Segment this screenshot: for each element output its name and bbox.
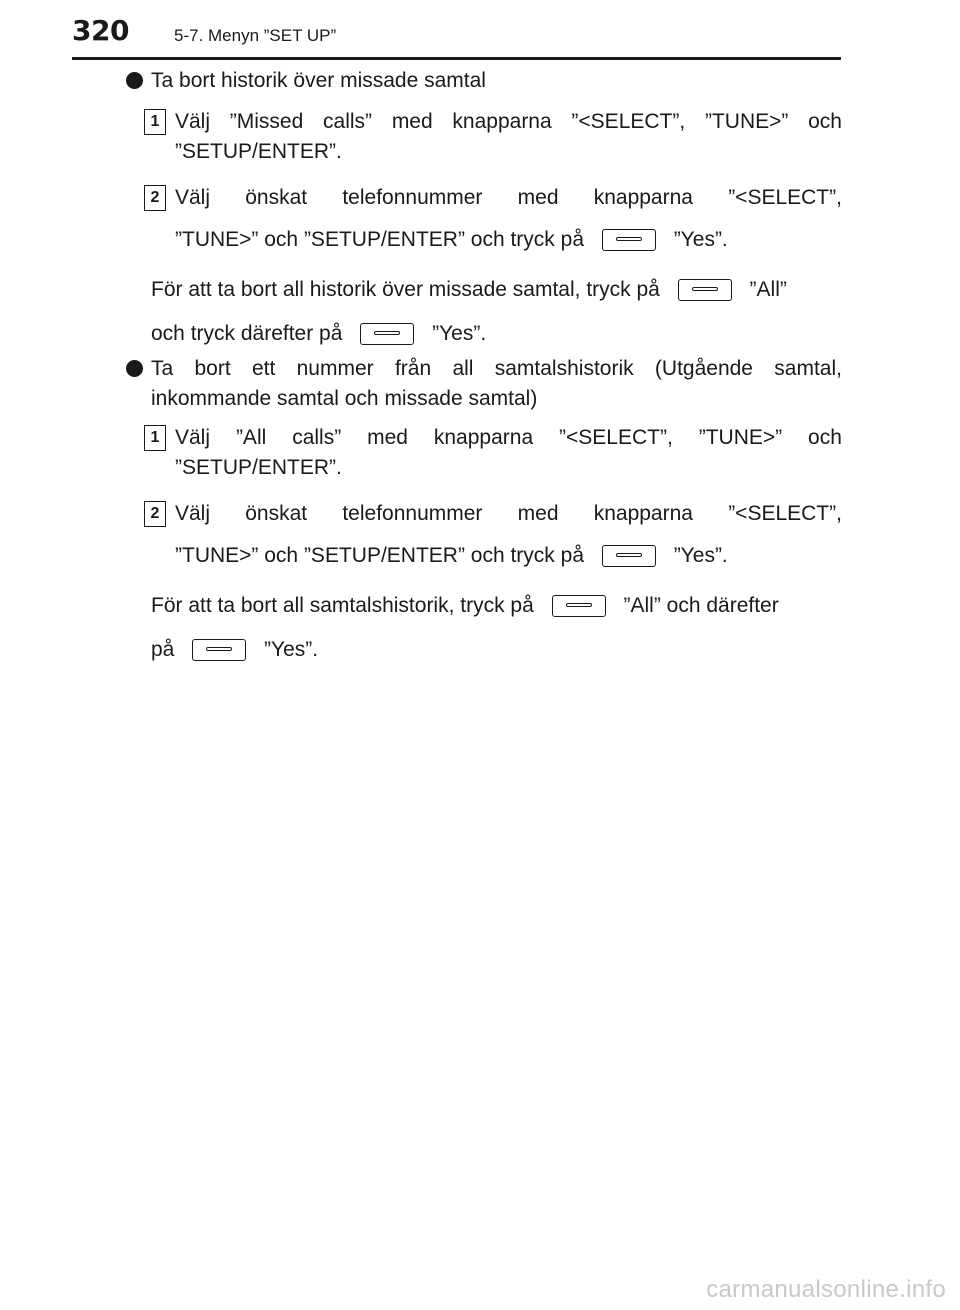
word: telefonnummer (342, 502, 483, 525)
word: knapparna (452, 110, 552, 133)
word: ”TUNE>” (698, 426, 783, 449)
word: ”<SELECT”, (571, 110, 686, 133)
word: och (808, 110, 842, 133)
word: med (391, 110, 433, 133)
text: ”TUNE>” och ”SETUP/ENTER” och tryck på (175, 544, 584, 567)
step-badge-2: 2 (144, 185, 166, 211)
word: samtalshistorik (494, 357, 634, 380)
word: ett (251, 357, 276, 380)
watermark: carmanualsonline.info (706, 1276, 946, 1303)
word: med (367, 426, 408, 449)
word: Välj (175, 186, 211, 209)
section2-note-line2 (151, 638, 318, 662)
section2-heading-line2: inkommande samtal och missade samtal) (151, 387, 538, 410)
hardware-button-icon (678, 279, 732, 301)
word: bort (194, 357, 231, 380)
word: (Utgående (654, 357, 753, 380)
word: önskat (245, 186, 308, 209)
step-badge-2: 2 (144, 501, 166, 527)
text: ”All” (749, 278, 787, 301)
word: ”TUNE>” (704, 110, 789, 133)
word: ”<SELECT”, (559, 426, 673, 449)
step-badge-1: 1 (144, 109, 166, 135)
word: ”<SELECT”, (728, 502, 842, 525)
word: Välj (175, 502, 211, 525)
section1-note-line2 (151, 322, 486, 346)
word: ”All (235, 426, 267, 449)
section2-step2-line1 (175, 502, 842, 526)
word: calls” (323, 110, 373, 133)
section2-step2-line2 (175, 544, 728, 568)
word: Ta (151, 357, 174, 380)
section2-heading-line1 (151, 357, 842, 381)
section1-step1-line1 (175, 110, 842, 134)
word: och (808, 426, 842, 449)
text: ”Yes”. (673, 228, 728, 251)
section1-step2-line2 (175, 228, 728, 252)
word: knapparna (593, 502, 693, 525)
text: ”TUNE>” och ”SETUP/ENTER” och tryck på (175, 228, 584, 251)
section2-step1-line2: ”SETUP/ENTER”. (175, 456, 342, 479)
page-number: 320 (72, 14, 129, 47)
text: och tryck därefter på (151, 322, 343, 345)
section1-step1-line2: ”SETUP/ENTER”. (175, 140, 342, 163)
word: med (517, 502, 559, 525)
word: med (517, 186, 559, 209)
hardware-button-icon (192, 639, 246, 661)
section2-step1-line1 (175, 426, 842, 450)
word: telefonnummer (342, 186, 483, 209)
hardware-button-icon (552, 595, 606, 617)
word: samtal, (774, 357, 842, 380)
word: knapparna (433, 426, 534, 449)
text: på (151, 638, 175, 661)
word: från (394, 357, 432, 380)
step-badge-1: 1 (144, 425, 166, 451)
header-rule (72, 57, 841, 60)
text: För att ta bort all samtalshistorik, tryck på (151, 594, 534, 617)
word: calls” (292, 426, 342, 449)
text: ”Yes”. (673, 544, 728, 567)
hardware-button-icon (602, 229, 656, 251)
bullet-icon (126, 360, 143, 377)
text: ”Yes”. (432, 322, 487, 345)
text: ”Yes”. (264, 638, 319, 661)
text: ”All” och därefter (623, 594, 779, 617)
word: ”<SELECT”, (728, 186, 842, 209)
word: ”Missed (229, 110, 304, 133)
bullet-icon (126, 72, 143, 89)
word: all (452, 357, 474, 380)
hardware-button-icon (360, 323, 414, 345)
section1-heading: Ta bort historik över missade samtal (151, 69, 486, 92)
word: knapparna (593, 186, 693, 209)
word: nummer (296, 357, 374, 380)
text: För att ta bort all historik över missade samtal, tryck på (151, 278, 660, 301)
section-title: 5-7. Menyn ”SET UP” (174, 26, 337, 45)
section2-note-line1 (151, 594, 779, 618)
hardware-button-icon (602, 545, 656, 567)
section1-step2-line1 (175, 186, 842, 210)
word: Välj (175, 426, 211, 449)
section1-note-line1 (151, 278, 787, 302)
word: önskat (245, 502, 308, 525)
word: Välj (175, 110, 211, 133)
